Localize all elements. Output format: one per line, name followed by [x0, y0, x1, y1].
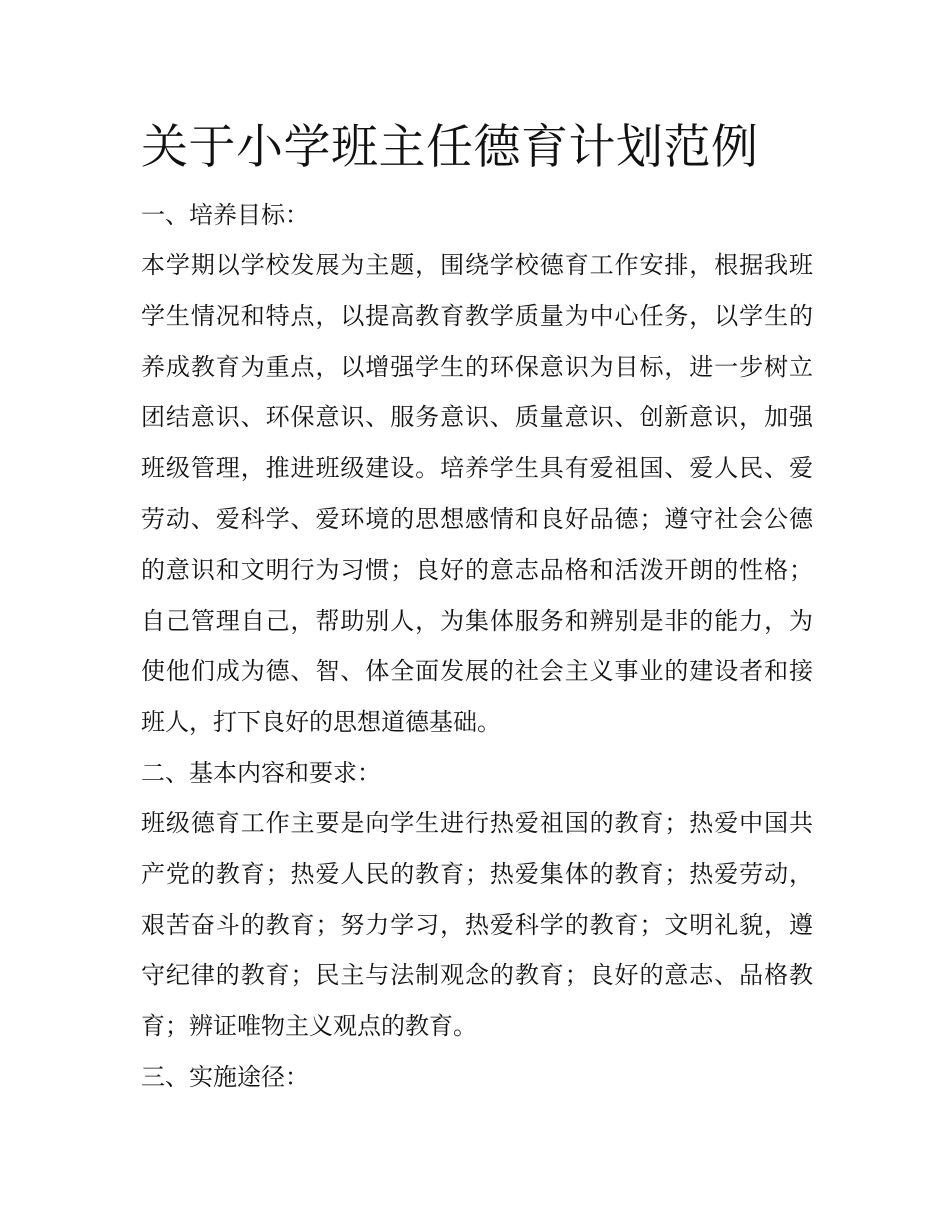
paragraph-line: 班人，打下良好的思想道德基础。 [141, 708, 501, 737]
section-heading-methods: 三、实施途径： [141, 1062, 309, 1091]
paragraph-line: 守纪律的教育；民主与法制观念的教育；良好的意志、品格教 [141, 961, 813, 990]
paragraph-line: 班级管理，推进班级建设。培养学生具有爱祖国、爱人民、爱 [141, 454, 813, 483]
paragraph-line: 自己管理自己，帮助别人，为集体服务和辨别是非的能力，为 [141, 606, 813, 635]
section-paragraph-goals [141, 240, 813, 748]
paragraph-line: 艰苦奋斗的教育；努力学习，热爱科学的教育；文明礼貌，遵 [141, 910, 813, 939]
section-heading-content: 二、基本内容和要求： [141, 758, 381, 787]
document-title: 关于小学班主任德育计划范例 [141, 120, 759, 175]
paragraph-line: 的意识和文明行为习惯；良好的意志品格和活泼开朗的性格； [141, 555, 813, 584]
paragraph-line: 团结意识、环保意识、服务意识、质量意识、创新意识，加强 [141, 403, 813, 432]
paragraph-line: 班级德育工作主要是向学生进行热爱祖国的教育；热爱中国共 [141, 808, 813, 837]
paragraph-line: 育；辨证唯物主义观点的教育。 [141, 1012, 477, 1041]
paragraph-line: 学生情况和特点，以提高教育教学质量为中心任务，以学生的 [141, 301, 813, 330]
document-body [141, 113, 813, 1102]
section-heading-goals: 一、培养目标： [141, 201, 309, 229]
section-paragraph-content [141, 798, 813, 1052]
paragraph-line: 养成教育为重点，以增强学生的环保意识为目标，进一步树立 [141, 352, 813, 381]
paragraph-line: 本学期以学校发展为主题，围绕学校德育工作安排，根据我班 [141, 251, 813, 279]
paragraph-line: 使他们成为德、智、体全面发展的社会主义事业的建设者和接 [141, 657, 813, 686]
paragraph-line: 产党的教育；热爱人民的教育；热爱集体的教育；热爱劳动， [141, 859, 813, 888]
paragraph-line: 劳动、爱科学、爱环境的思想感情和良好品德；遵守社会公德 [141, 504, 813, 533]
